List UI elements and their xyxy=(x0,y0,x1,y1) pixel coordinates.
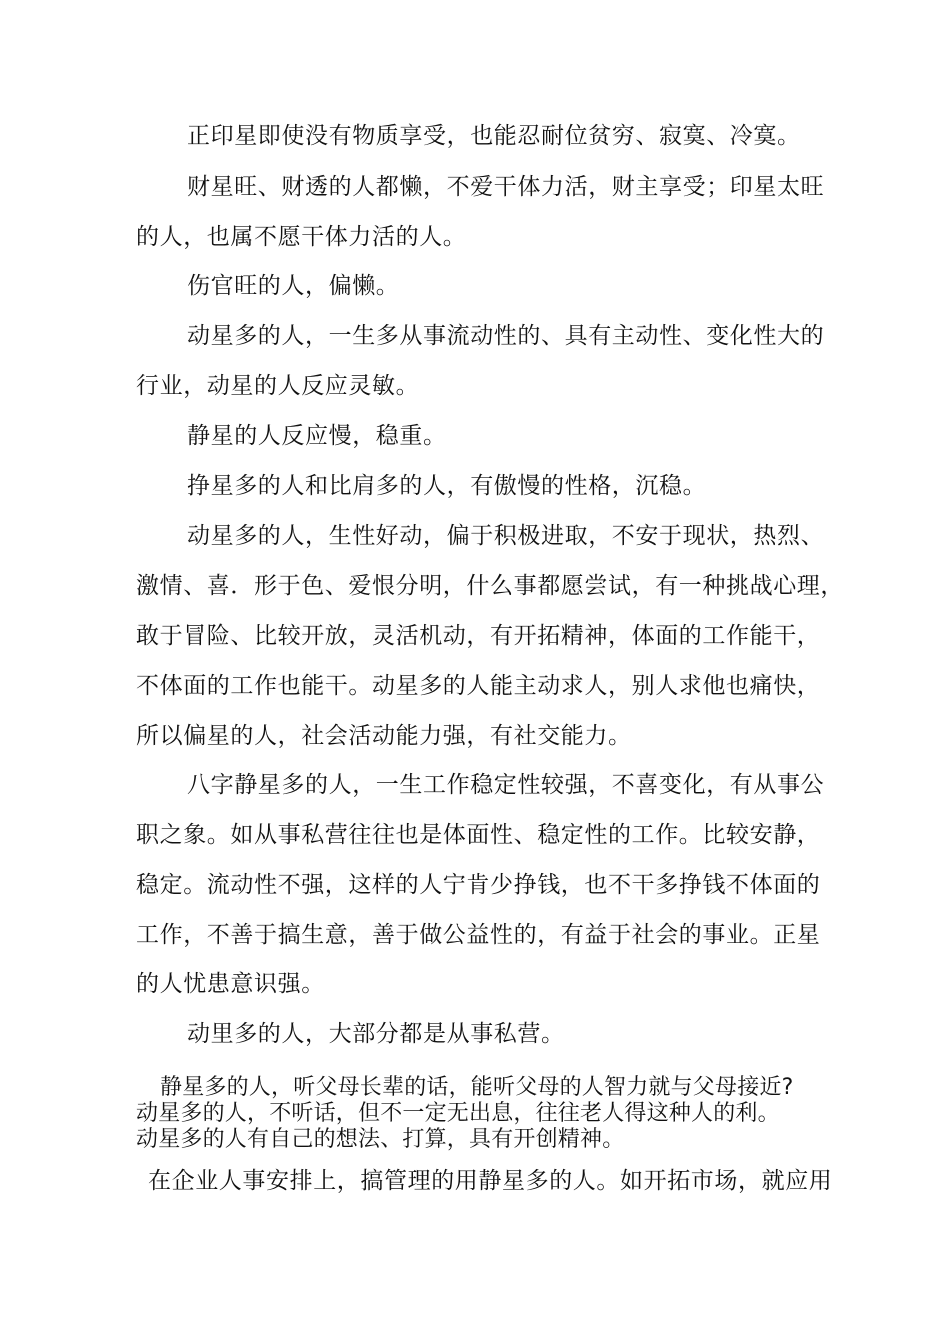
text-line: 动星多的人有自己的想法、打算，具有开创精神。 xyxy=(136,1127,625,1152)
text-line: 在企业人事安排上，搞管理的用静星多的人。如开拓市场，就应用 xyxy=(148,1168,833,1194)
text-line: 不体面的工作也能干。动星多的人能主动求人，别人求他也痛快， xyxy=(136,673,821,699)
text-line: 行业，动星的人反应灵敏。 xyxy=(136,373,420,399)
text-line: 所以偏星的人，社会活动能力强，有社交能力。 xyxy=(136,723,632,749)
text-line: 八字静星多的人，一生工作稳定性较强，不喜变化，有从事公 xyxy=(187,772,825,798)
text-line: 静星的人反应慢，稳重。 xyxy=(187,423,447,449)
text-line: 的人，也属不愿干体力活的人。 xyxy=(136,224,467,250)
text-line: 动里多的人，大部分都是从事私营。 xyxy=(187,1021,565,1047)
text-line: 稳定。流动性不强，这样的人宁肯少挣钱，也不干多挣钱不体面的 xyxy=(136,872,821,898)
text-line: 挣星多的人和比肩多的人，有傲慢的性格，沉稳。 xyxy=(187,473,707,499)
text-line: 工作，不善于搞生意，善于做公益性的，有益于社会的事业。正星 xyxy=(136,922,821,948)
text-line: 财星旺、财透的人都懒，不爱干体力活，财主享受；印星太旺 xyxy=(187,174,825,200)
text-line: 职之象。如从事私营往往也是体面性、稳定性的工作。比较安静， xyxy=(136,822,821,848)
text-line: 敢于冒险、比较开放，灵活机动，有开拓精神，体面的工作能干， xyxy=(136,623,821,649)
text-line: 的人忧患意识强。 xyxy=(136,971,325,997)
text-line: 激情、喜．形于色、爱恨分明，什么事都愿尝试，有一种挑战心理， xyxy=(136,573,844,599)
text-line: 动星多的人，生性好动，偏于积极进取，不安于现状，热烈、 xyxy=(187,523,825,549)
text-line: 静星多的人，听父母长辈的话，能听父母的人智力就与父母接近? xyxy=(160,1075,794,1100)
text-line: 伤官旺的人，偏懒。 xyxy=(187,273,400,299)
text-line: 动星多的人，一生多从事流动性的、具有主动性、变化性大的 xyxy=(187,323,825,349)
text-line: 动星多的人，不听话，但不一定无出息，往往老人得这种人的利。 xyxy=(136,1101,780,1126)
text-line: 正印星即使没有物质享受，也能忍耐位贫穷、寂寞、冷寞。 xyxy=(187,123,801,149)
